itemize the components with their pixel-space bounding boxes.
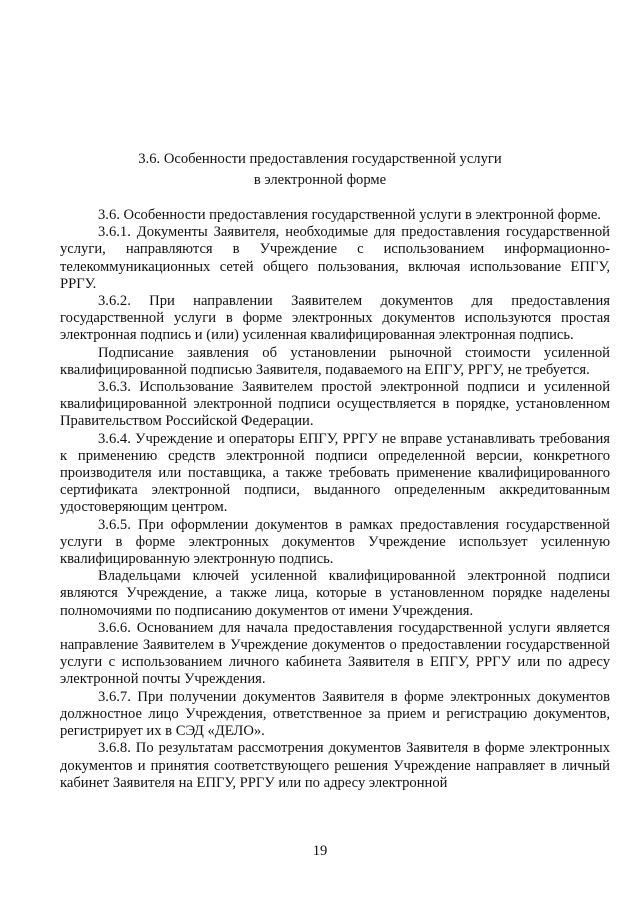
paragraph-3-6-8: 3.6.8. По результатам рассмотрения документов Заявителя в форме электронных документов и принятия соответствующего решения Учреждение направляет в личный кабинет Заявителя на ЕПГУ, РРГУ или по адресу электронной [60,740,610,791]
paragraph-3-6-1: 3.6.1. Документы Заявителя, необходимые для предоставления государственной услуги, направляются в Учреждение с использованием информационно-телекоммуникационных сетей общего пользования, включая использование ЕПГУ, РРГУ. [60,224,610,292]
paragraph-3-6-6: 3.6.6. Основанием для начала предоставления государственной услуги является направление Заявителем в Учреждение документов о предоставлении государственной услуги с использованием личного кабинета Заявителя в ЕПГУ, РРГУ или по адресу электронной почты Учреждения. [60,619,610,688]
paragraph-3-6-2: 3.6.2. При направлении Заявителем документов для предоставления государственной услуги в форме электронных документов используются простая электронная подпись и (или) усиленная квалифицированная электронная подпись. [60,293,610,344]
paragraph-key-owners: Владельцами ключей усиленной квалифицированной электронной подписи являются Учреждение, а также лица, которые в установленном порядке наделены полномочиями по подписанию документов от имени Учреждения. [60,568,610,619]
paragraph-3-6-5: 3.6.5. При оформлении документов в рамках предоставления государственной услуги в форме электронных документов Учреждение использует усиленную квалифицированную электронную подпись. [60,516,610,568]
paragraph-3-6-3: 3.6.3. Использование Заявителем простой электронной подписи и усиленной квалифицированной электронной подписи осуществляется в порядке, установленном Правительством Российской Федерации. [60,379,610,430]
paragraph-3-6-4: 3.6.4. Учреждение и операторы ЕПГУ, РРГУ не вправе устанавливать требования к применению средств электронной подписи определенной версии, конкретного производителя или поставщика, а также требовать применение квалифицированного сертификата электронной подписи, выданного определенным аккредитованным удостоверяющим центром. [60,430,610,516]
paragraph-3-6: 3.6. Особенности предоставления государственной услуги в электронной форме. [98,207,601,223]
paragraph-3-6-7: 3.6.7. При получении документов Заявителя в форме электронных документов должностное лицо Учреждения, ответственное за прием и регистрацию документов, регистрирует их в СЭД «ДЕЛО». [60,688,610,740]
section-heading-line-1: 3.6. Особенности предоставления государственной услуги [138,151,502,167]
section-heading-line-2: в электронной форме [253,172,387,188]
section-heading [0,149,640,191]
body-text [60,207,610,792]
paragraph-signing: Подписание заявления об установлении рыночной стоимости усиленной квалифицированной подписью Заявителя, подаваемого на ЕПГУ, РРГУ, не требуется. [60,344,610,378]
page-number: 19 [312,843,328,859]
